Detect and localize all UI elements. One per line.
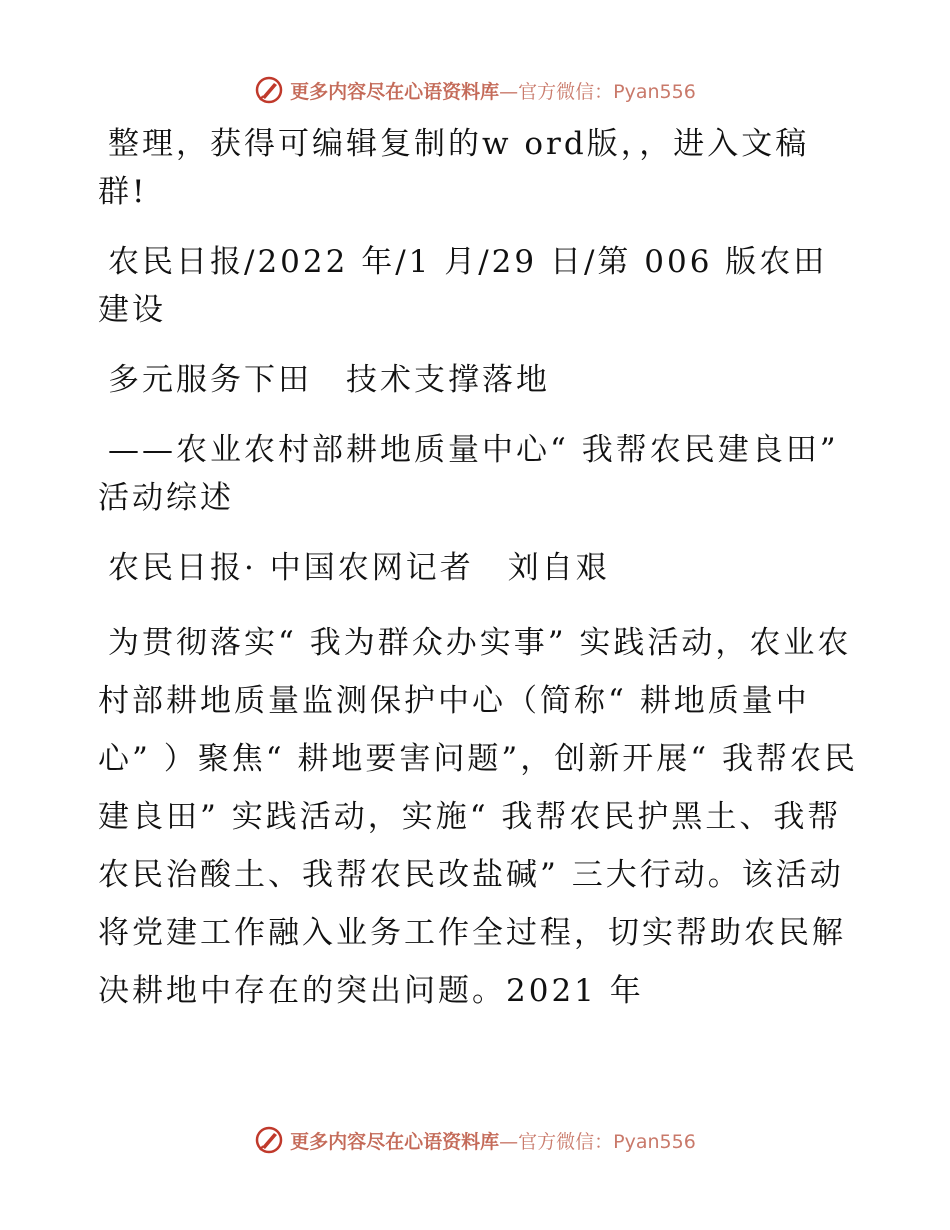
quill-logo-icon xyxy=(254,1125,284,1155)
quill-logo-icon xyxy=(254,75,284,105)
watermark-brand: 更多内容尽在心语资料库 xyxy=(290,1130,500,1153)
header-watermark xyxy=(0,70,950,110)
footer-watermark xyxy=(0,1120,950,1160)
intro-line: 整理，获得可编辑复制的w ord版，，进入文稿群! xyxy=(98,126,810,210)
watermark-brand: 更多内容尽在心语资料库 xyxy=(290,80,500,103)
watermark-official: 官方微信：Pyan556 xyxy=(518,1130,696,1153)
source-line: 农民日报/2022 年/1 月/29 日/第 006 版农田建设 xyxy=(98,244,828,328)
watermark-official: 官方微信：Pyan556 xyxy=(518,80,696,103)
watermark-text xyxy=(290,1127,696,1154)
body-paragraph: 为贯彻落实“ 我为群众办实事” 实践活动，农业农村部耕地质量监测保护中心（简称“ 耕地质量中心” ）聚焦“ 耕地要害问题”，创新开展“ 我帮农民建良田” 实践活动，实施“ 我帮农民护黑土、我帮农民治酸土、我帮农民改盐碱” 三大行动。该活动将党建工作融入业务工作全过程，切实帮助农民解决耕地中存在的突出问题。2021 年 xyxy=(98,625,858,1009)
document-body xyxy=(98,120,858,1042)
byline: 农民日报· 中国农网记者 刘自艰 xyxy=(108,550,610,586)
subheadline: ——农业农村部耕地质量中心“ 我帮农民建良田” 活动综述 xyxy=(98,432,839,516)
watermark-separator: — xyxy=(499,1130,519,1153)
watermark-text xyxy=(290,77,696,104)
watermark-separator: — xyxy=(499,80,519,103)
headline: 多元服务下田 技术支撑落地 xyxy=(108,362,550,398)
